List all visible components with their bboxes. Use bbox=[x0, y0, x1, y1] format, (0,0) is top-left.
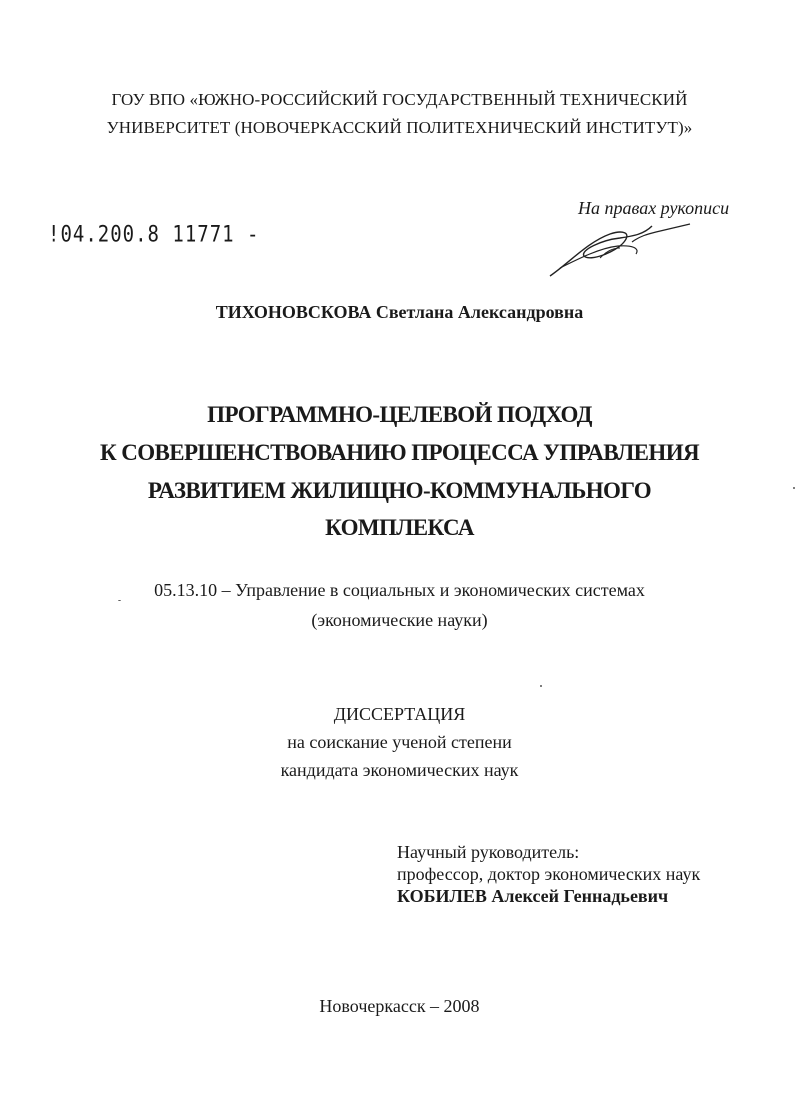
place-year: Новочеркасск – 2008 bbox=[319, 996, 480, 1016]
supervisor-position: профессор, доктор экономических наук bbox=[397, 864, 701, 884]
institution-line-2: УНИВЕРСИТЕТ (НОВОЧЕРКАССКИЙ ПОЛИТЕХНИЧЕСКИЙ ИНСТИТУТ)» bbox=[106, 118, 693, 137]
specialty-code: 05.13.10 – Управление в социальных и экономических системах bbox=[154, 580, 645, 600]
specialty-field: (экономические науки) bbox=[311, 610, 488, 630]
archive-stamp-number: !04.200.8 11771 - bbox=[48, 222, 260, 248]
scan-speck bbox=[118, 600, 121, 601]
title-line-1: ПРОГРАММНО-ЦЕЛЕВОЙ ПОДХОД bbox=[207, 402, 592, 427]
scan-speck bbox=[793, 487, 795, 489]
degree-line-2: кандидата экономических наук bbox=[280, 760, 519, 780]
title-line-4: КОМПЛЕКСА bbox=[325, 515, 474, 540]
title-line-2: К СОВЕРШЕНСТВОВАНИЮ ПРОЦЕССА УПРАВЛЕНИЯ bbox=[99, 440, 700, 465]
author-name: ТИХОНОВСКОВА Светлана Александровна bbox=[215, 302, 584, 322]
title-line-3: РАЗВИТИЕМ ЖИЛИЩНО-КОММУНАЛЬНОГО bbox=[147, 478, 652, 503]
rights-label: На правах рукописи bbox=[578, 198, 730, 218]
degree-type: ДИССЕРТАЦИЯ bbox=[333, 704, 466, 724]
signature bbox=[540, 212, 700, 282]
scan-speck bbox=[540, 685, 542, 687]
degree-line-1: на соискание ученой степени bbox=[287, 732, 512, 752]
institution-line-1: ГОУ ВПО «ЮЖНО-РОССИЙСКИЙ ГОСУДАРСТВЕННЫЙ ТЕХНИЧЕСКИЙ bbox=[111, 90, 688, 109]
supervisor-label: Научный руководитель: bbox=[397, 842, 580, 862]
supervisor-name: КОБИЛЕВ Алексей Геннадьевич bbox=[397, 886, 669, 906]
